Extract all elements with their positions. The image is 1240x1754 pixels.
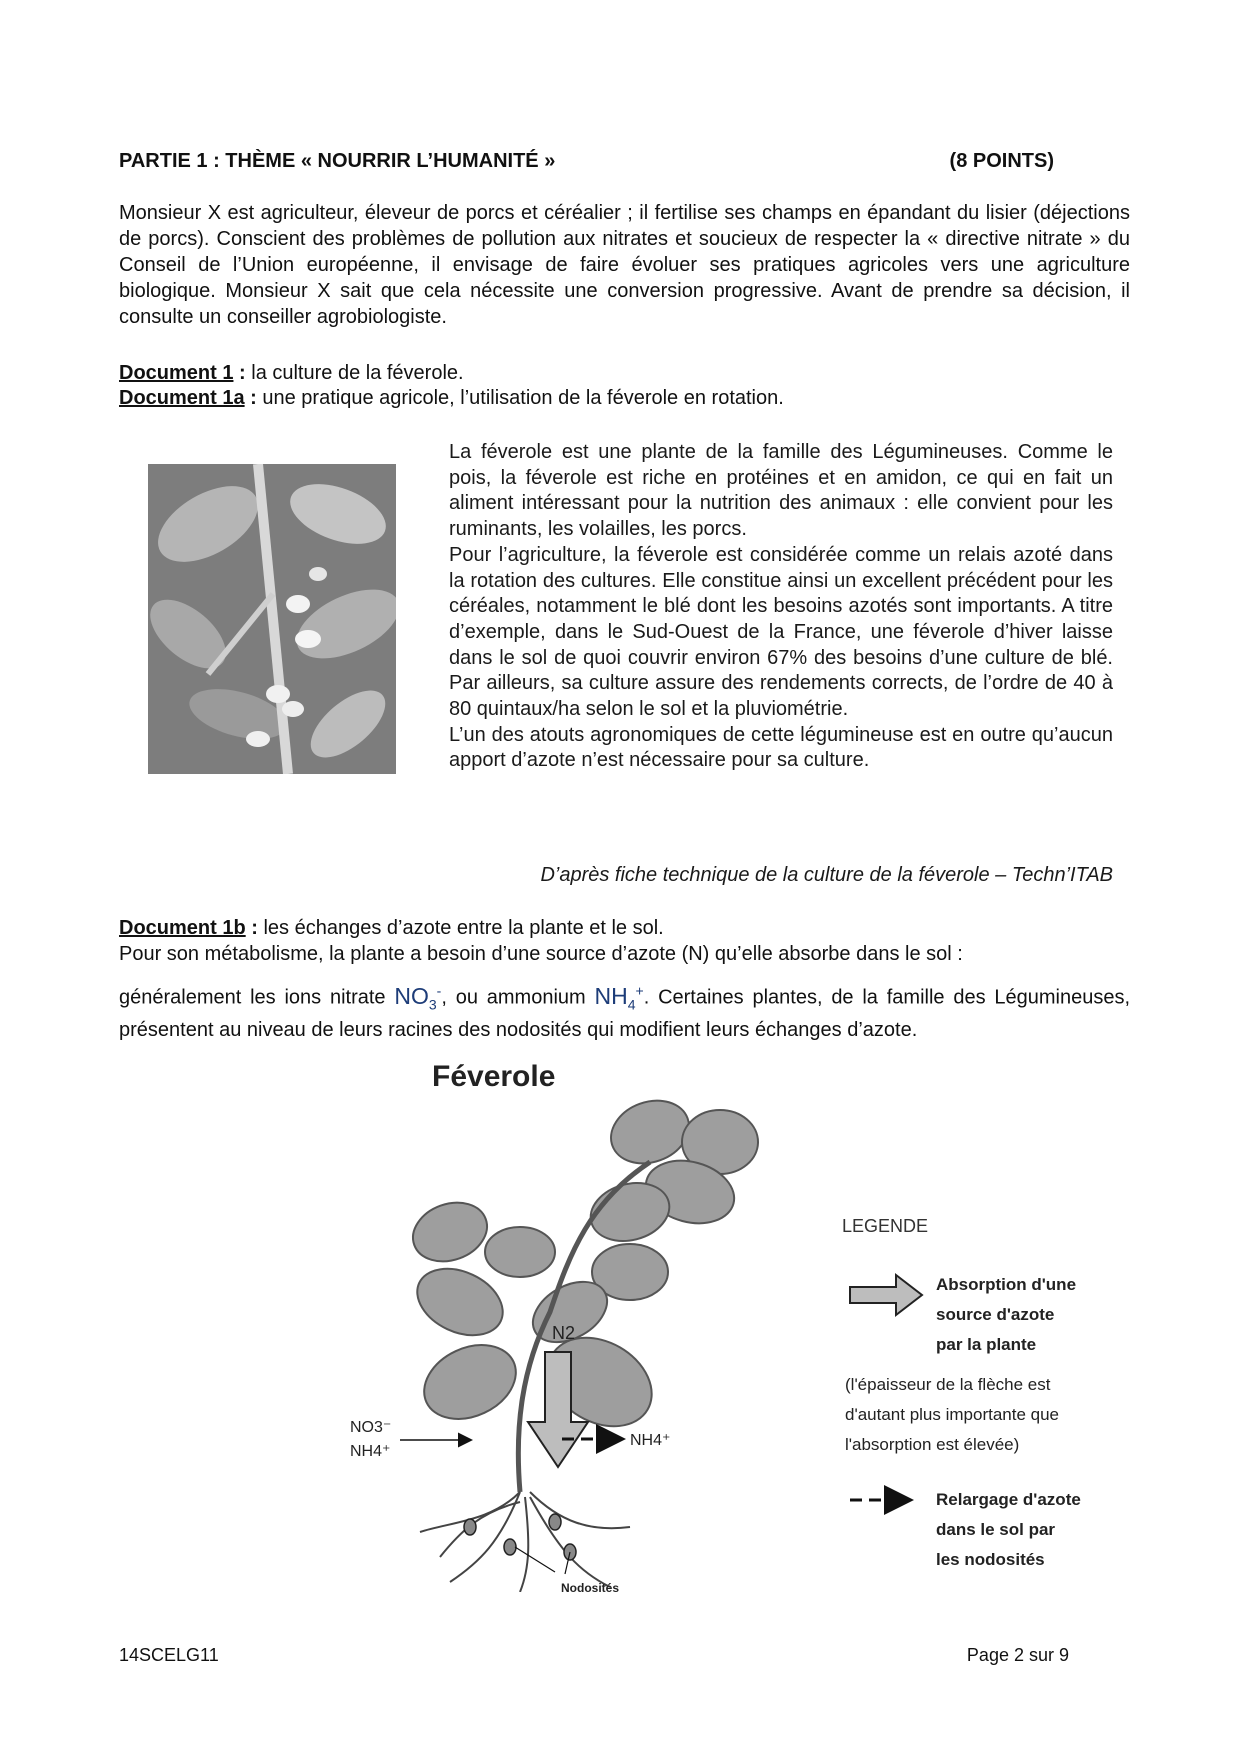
- document-1b-label: Document 1b: [119, 917, 246, 939]
- document-1-label: Document 1: [119, 362, 234, 384]
- intro-paragraph: Monsieur X est agriculteur, éleveur de porcs et céréalier ; il fertilise ses champs en épandant du lisier (déjections de porcs). Conscient des problèmes de pollution aux nitrates et soucieux de respecter la « directive nitrate » du Conseil de l’Union européenne, il envisage de faire évoluer ses pratiques agricoles vers une agriculture biologique. Monsieur X sait que cela nécessite une conversion progressive. Avant de prendre sa décision, il consulte un conseiller agrobiologiste.: [119, 202, 1130, 328]
- diagram-title: Féverole: [432, 1060, 556, 1093]
- source-citation: D’après fiche technique de la culture de la féverole – Techn’ITAB: [540, 864, 1113, 886]
- legend-note-line-3: l'absorption est élevée): [845, 1435, 1020, 1454]
- legend-absorption-line-3: par la plante: [936, 1335, 1037, 1354]
- page-number: Page 2 sur 9: [966, 1645, 1069, 1665]
- document-1a-separator: :: [244, 387, 257, 409]
- document-1a-body: [449, 440, 1113, 774]
- document-1b-line-1: Pour son métabolisme, la plante a besoin d’une source d’azote (N) qu’elle absorbe dans le sol :: [119, 943, 963, 965]
- body-paragraph-2: Pour l’agriculture, la féverole est considérée comme un relais azoté dans la rotation des cultures. Elle constitue ainsi un excellent précédent pour les céréales, notamment le blé dont les besoins azotés sont importants. A titre d’exemple, dans le Sud-Ouest de la France, une féverole d’hiver laisse dans le sol de quoi couvrir environ 67% des besoins d’une culture de blé. Par ailleurs, sa culture assure des rendements corrects, de l’ordre de 40 à 80 quintaux/ha selon le sol et la pluviométrie.: [449, 543, 1113, 721]
- document-1a-text: une pratique agricole, l’utilisation de la féverole en rotation.: [256, 387, 784, 409]
- points-label: (8 POINTS): [949, 150, 1054, 172]
- document-1a-heading: [119, 387, 784, 410]
- legend-title: LEGENDE: [842, 1216, 929, 1236]
- legend-release-line-1: Relargage d'azote: [936, 1490, 1081, 1509]
- line2-part-a: généralement les ions nitrate: [119, 986, 395, 1009]
- legend-absorption-line-2: source d'azote: [936, 1305, 1055, 1324]
- nitrate-formula: [394, 982, 442, 1013]
- nodules-label: Nodosités: [561, 1581, 620, 1592]
- n2-label: N2: [552, 1323, 576, 1343]
- body-paragraph-3: L’un des atouts agronomiques de cette légumineuse est en outre qu’aucun apport d’azote n’est nécessaire pour sa culture.: [449, 723, 1113, 772]
- document-code: 14SCELG11: [119, 1645, 219, 1665]
- document-1a-label: Document 1a: [119, 387, 245, 409]
- legend-absorption-line-1: Absorption d'une: [936, 1275, 1077, 1294]
- body-paragraph-1: La féverole est une plante de la famille des Légumineuses. Comme le pois, la féverole est riche en protéines et en amidon, ce qui en fait un aliment intéressant pour la nutrition des animaux : elle convient pour les ruminants, les volailles, les porcs.: [449, 441, 1113, 541]
- right-nh4-label: NH4⁺: [630, 1432, 671, 1449]
- document-1b-heading: [119, 917, 664, 940]
- document-1b-line-2: [119, 977, 1130, 1043]
- left-no3-label: NO3⁻: [350, 1419, 392, 1436]
- legend-note-line-2: d'autant plus importante que: [845, 1405, 1060, 1424]
- document-1-text: la culture de la féverole.: [245, 362, 464, 384]
- ammonium-sub: 4: [627, 996, 636, 1013]
- document-1b-text: les échanges d’azote entre la plante et le sol.: [257, 917, 664, 939]
- document-1-heading: [119, 362, 464, 385]
- ammonium-base: NH: [594, 982, 628, 1009]
- nitrate-sup: -: [436, 982, 442, 998]
- line2-part-c: . Certaines plantes, de la famille des Légumineuses, présentent au niveau de leurs racines des nodosités qui modifient leurs échanges d’azote.: [119, 986, 1131, 1042]
- nodules: [464, 1514, 576, 1560]
- document-1b-paragraph: [119, 941, 1130, 1043]
- part-title-text: PARTIE 1 : THÈME « NOURRIR L’HUMANITÉ »: [119, 150, 556, 172]
- left-nh4-label: NH4⁺: [350, 1443, 391, 1460]
- feverole-diagram: [330, 1052, 1150, 1592]
- legend-absorption-arrow-icon: [850, 1275, 922, 1315]
- document-1-separator: :: [233, 362, 246, 384]
- part-title: [119, 150, 1054, 173]
- line2-part-b: , ou ammonium: [441, 986, 595, 1009]
- feverole-photo: [148, 464, 396, 774]
- legend-release-line-3: les nodosités: [936, 1550, 1045, 1569]
- ammonium-sup: +: [635, 982, 644, 998]
- nitrate-base: NO: [394, 982, 429, 1009]
- plant-leaves: [405, 1090, 758, 1444]
- nitrate-sub: 3: [428, 996, 437, 1013]
- plant-roots: [420, 1492, 630, 1592]
- legend-note-line-1: (l'épaisseur de la flèche est: [845, 1375, 1051, 1394]
- page-footer: [119, 1645, 1069, 1666]
- ammonium-formula: [594, 982, 644, 1013]
- legend-release-line-2: dans le sol par: [936, 1520, 1056, 1539]
- nodules-pointer-1: [515, 1547, 555, 1572]
- document-1b-separator: :: [245, 917, 258, 939]
